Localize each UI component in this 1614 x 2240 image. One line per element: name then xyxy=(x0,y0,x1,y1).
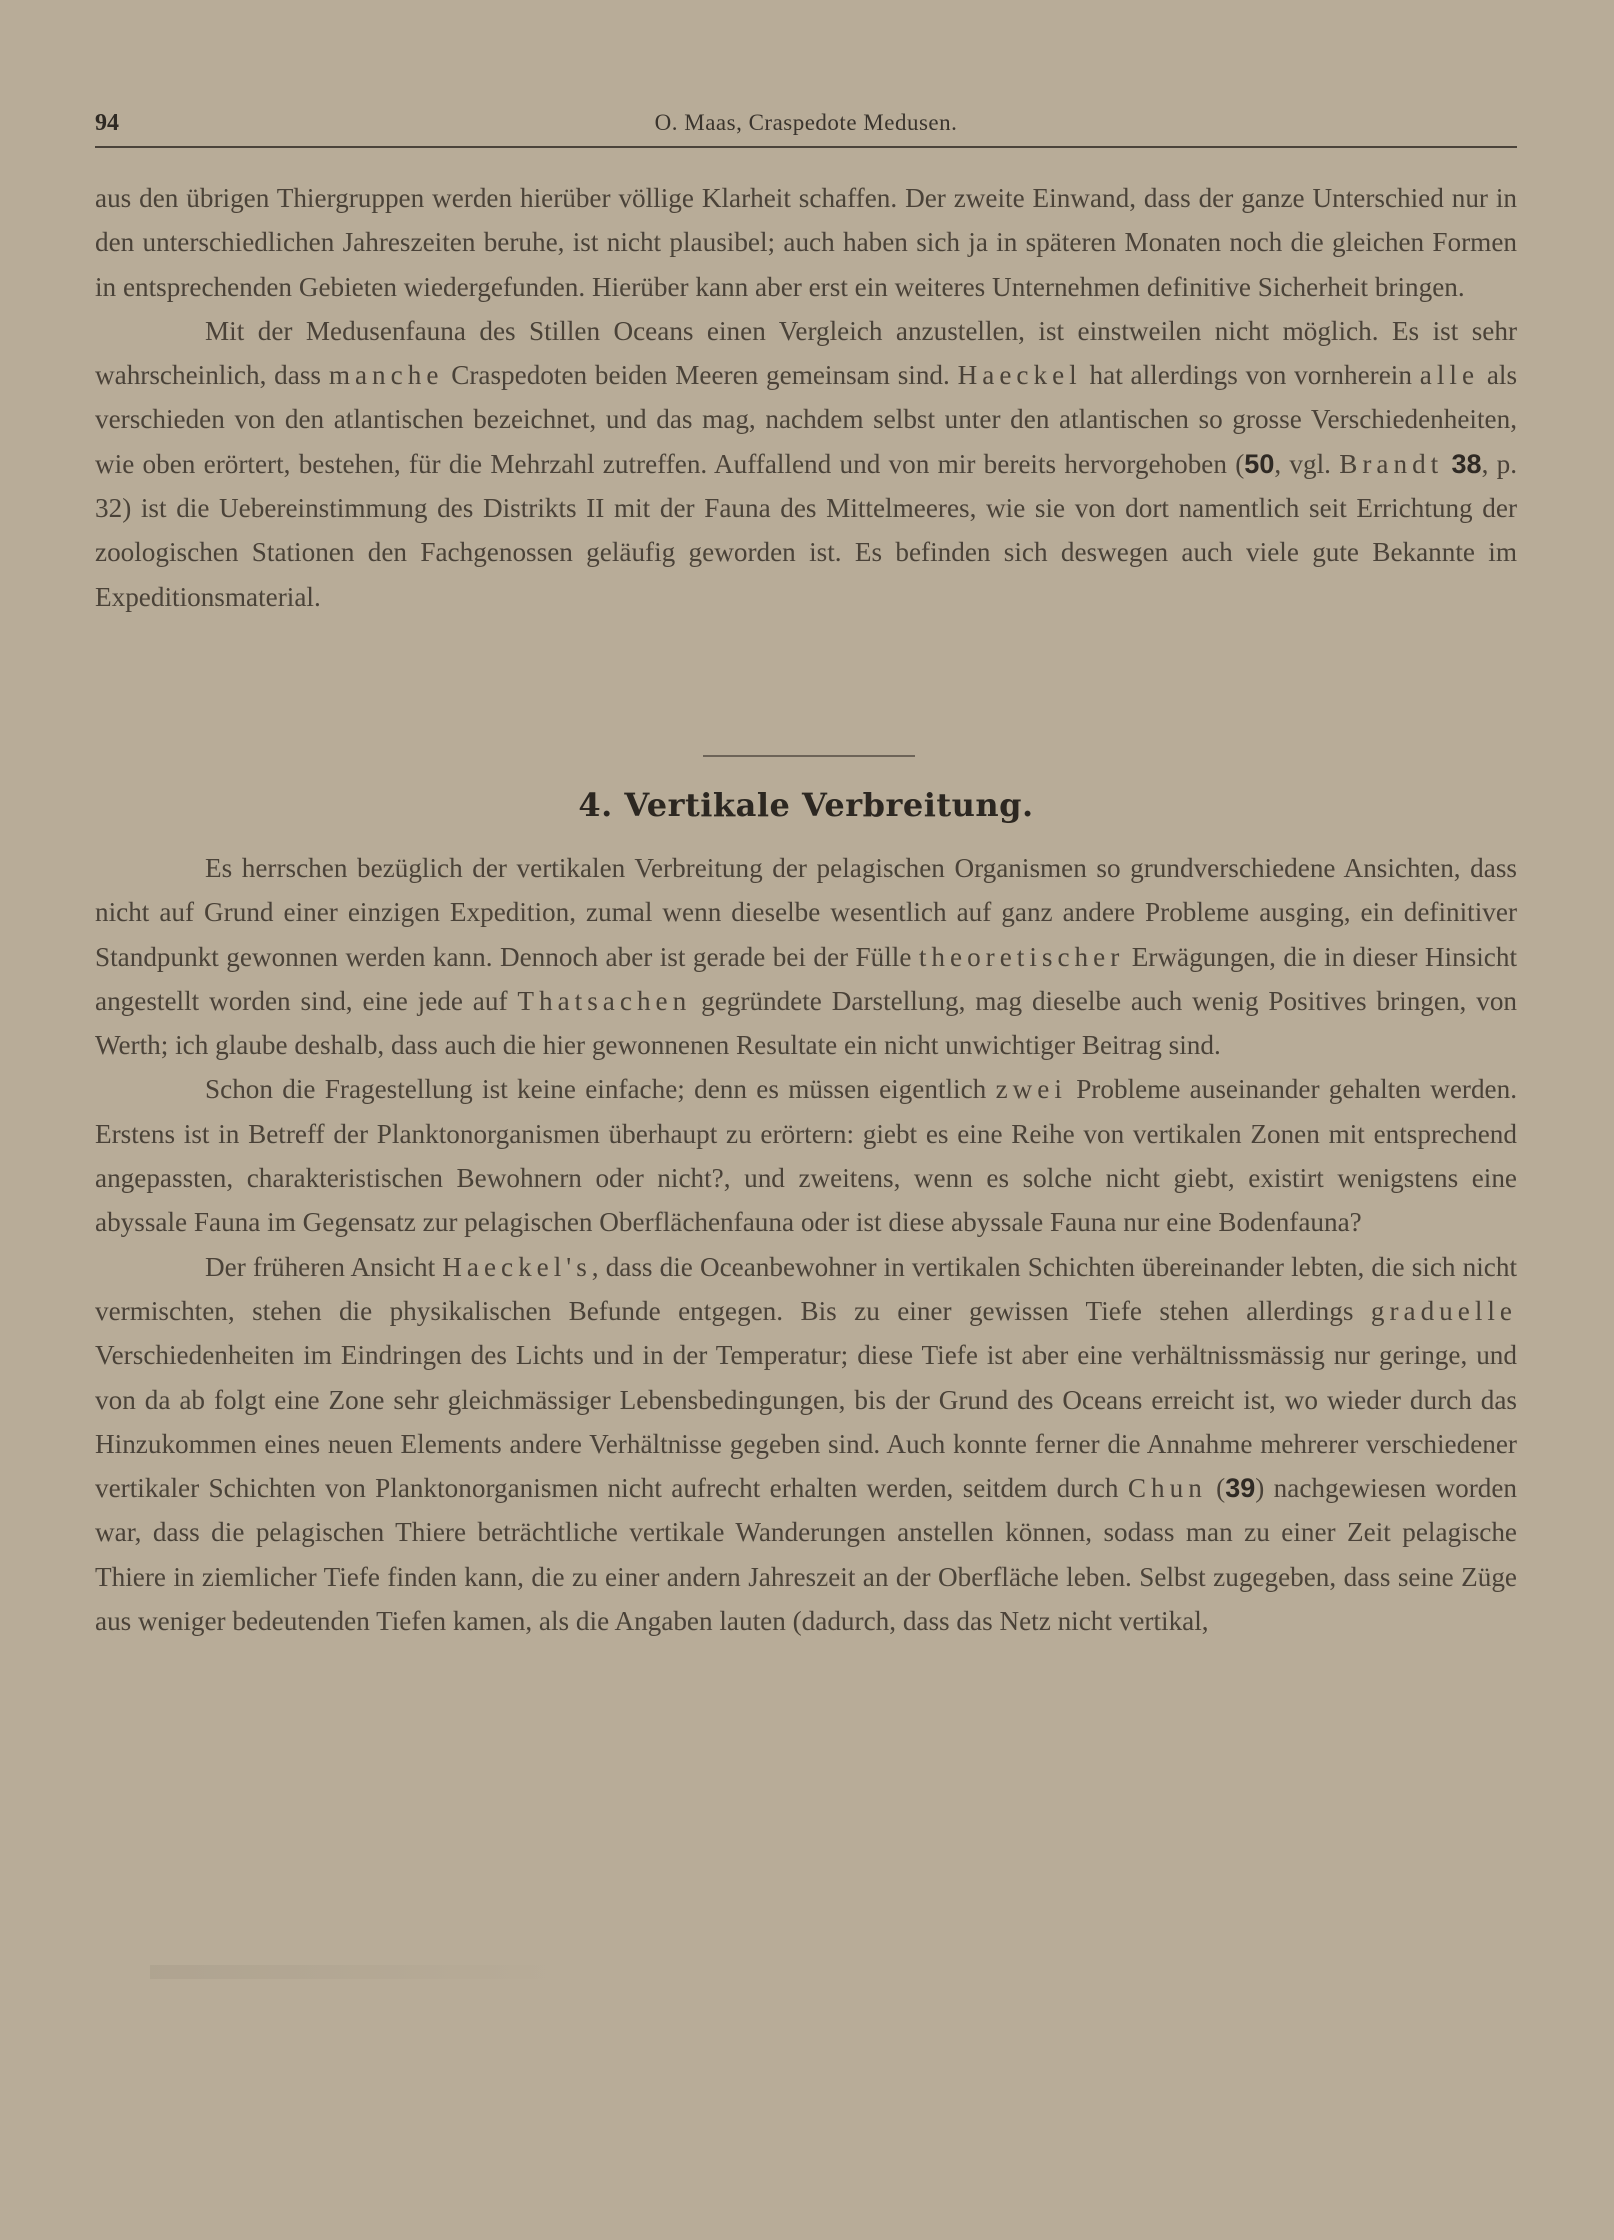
spaced-emphasis: theoretischer xyxy=(918,941,1125,972)
paragraph xyxy=(95,1245,1517,1644)
spaced-emphasis: manche xyxy=(328,360,444,391)
section-divider xyxy=(703,755,915,757)
paragraph xyxy=(95,1067,1517,1244)
section-body xyxy=(95,846,1517,1643)
running-header xyxy=(95,108,1517,148)
text-run: hat allerdings von vornherein xyxy=(1089,360,1412,391)
text-run: Schon die Fragestellung ist keine einfache; denn es müssen eigentlich xyxy=(205,1074,987,1105)
section-continuation xyxy=(95,176,1517,619)
section-heading: 4. Vertikale Verbreitung. xyxy=(578,786,1034,824)
text-run: gegründete Darstellung, mag dieselbe auch wenig Positives bringen, von Werth; ich glaube deshalb, dass auch die hier gewonnenen Resultate ein nicht unwichtiger Beitrag sind. xyxy=(95,985,1518,1061)
text-run: Erwägungen, die in dieser Hinsicht angestellt worden sind, eine jede auf xyxy=(95,941,1518,1016)
paragraph xyxy=(95,176,1517,309)
text-run: als verschieden von den atlantischen bezeichnet, und das mag, nachdem selbst unter den atlantischen so grosse Verschiedenheiten, wie oben erörtert, bestehen, für die Mehrzahl zutreffen. Auffallend und von mir bereits hervorgehoben ( xyxy=(95,360,1518,479)
text-run: Es herrschen bezüglich der vertikalen Verbreitung der pelagischen Organismen so grundverschiedene Ansichten, dass nicht auf Grund einer einzigen Expedition, zumal wenn dieselbe wesentlich auf ganz andere Probleme ausging, ein definitiver Standpunkt gewonnen werden kann. Dennoch aber ist gerade bei der Fülle xyxy=(95,853,1517,972)
text-run: , p. 32) ist die Uebereinstimmung des Distrikts II mit der Fauna des Mittelmeeres, wie sie von dort namentlich seit Errichtung der zoologischen Stationen den Fachgenossen geläufig geworden ist. Es befinden sich deswegen auch viele gute Bekannte im Expeditionsmaterial. xyxy=(95,448,1518,612)
paragraph xyxy=(95,846,1517,1067)
author-name: Brandt xyxy=(1339,448,1444,479)
reference-number: 38 xyxy=(1451,448,1482,479)
spaced-emphasis: graduelle xyxy=(1370,1295,1518,1326)
page-number: 94 xyxy=(95,110,119,136)
spaced-emphasis: zwei xyxy=(995,1074,1067,1105)
reference-number: 39 xyxy=(1225,1473,1256,1504)
text-run: Verschiedenheiten im Eindringen des Lichts und in der Temperatur; diese Tiefe ist aber eine verhältnissmässig nur geringe, und von da ab folgt eine Zone sehr gleichmässiger Lebensbedingungen, bis der Grund des Oceans erreicht ist, wo wieder durch das Hinzukommen eines neuen Elements andere Verhältnisse gegeben sind. Auch konnte ferner die Annahme mehrerer verschiedener vertikaler Schichten von Planktonorganismen nicht aufrecht erhalten werden, seitdem durch xyxy=(95,1340,1517,1504)
text-run: Der früheren Ansicht xyxy=(205,1251,436,1282)
spaced-emphasis: Thatsachen xyxy=(517,985,692,1016)
text-run: , dass die Oceanbewohner in vertikalen Schichten übereinander lebten, die sich nicht vermischten, stehen die physikalischen Befunde entgegen. Bis zu einer gewissen Tiefe stehen allerdings xyxy=(95,1251,1517,1326)
text-run: , vgl. xyxy=(1274,448,1331,479)
running-title: O. Maas, Craspedote Medusen. xyxy=(654,110,958,135)
author-name: Haeckel xyxy=(957,360,1082,391)
paragraph xyxy=(95,309,1517,619)
text-run: Mit der Medusenfauna des Stillen Oceans einen Vergleich anzustellen, ist einstweilen nicht möglich. Es ist sehr wahrscheinlich, dass xyxy=(95,315,1517,391)
author-name: Chun xyxy=(1127,1473,1207,1504)
text-run: ( xyxy=(1216,1473,1226,1504)
bleed-through-mark xyxy=(150,1965,570,1979)
paragraph-text: aus den übrigen Thiergruppen werden hierüber völlige Klarheit schaffen. Der zweite Einwand, dass der ganze Unterschied nur in den unterschiedlichen Jahreszeiten beruhe, ist nicht plausibel; auch haben sich ja in späteren Monaten noch die gleichen Formen in entsprechenden Gebieten wiedergefunden. Hierüber kann aber erst ein weiteres Unternehmen definitive Sicherheit bringen. xyxy=(95,183,1517,302)
text-run: Craspedoten beiden Meeren gemeinsam sind. xyxy=(451,360,950,391)
spaced-emphasis: alle xyxy=(1419,360,1480,391)
text-run: Probleme auseinander gehalten werden. Erstens ist in Betreff der Planktonorganismen überhaupt zu erörtern: giebt es eine Reihe von vertikalen Zonen mit entsprechend angepassten, charakteristischen Bewohnern oder nicht?, und zweitens, wenn es solche nicht giebt, existirt wenigstens eine abyssale Fauna im Gegensatz zur pelagischen Oberflächenfauna oder ist diese abyssale Fauna nur eine Bodenfauna? xyxy=(95,1074,1517,1238)
text-run: ) nachgewiesen worden war, dass die pelagischen Thiere beträchtliche vertikale Wanderungen anstellen können, sodass man zu einer Zeit pelagische Thiere in ziemlicher Tiefe finden kann, die zu einer andern Jahreszeit an der Oberfläche leben. Selbst zugegeben, dass seine Züge aus weniger bedeutenden Tiefen kamen, als die Angaben lauten (dadurch, dass das Netz nicht vertikal, xyxy=(95,1473,1518,1637)
reference-number: 50 xyxy=(1244,448,1275,479)
author-name: Haeckel's xyxy=(442,1251,592,1282)
